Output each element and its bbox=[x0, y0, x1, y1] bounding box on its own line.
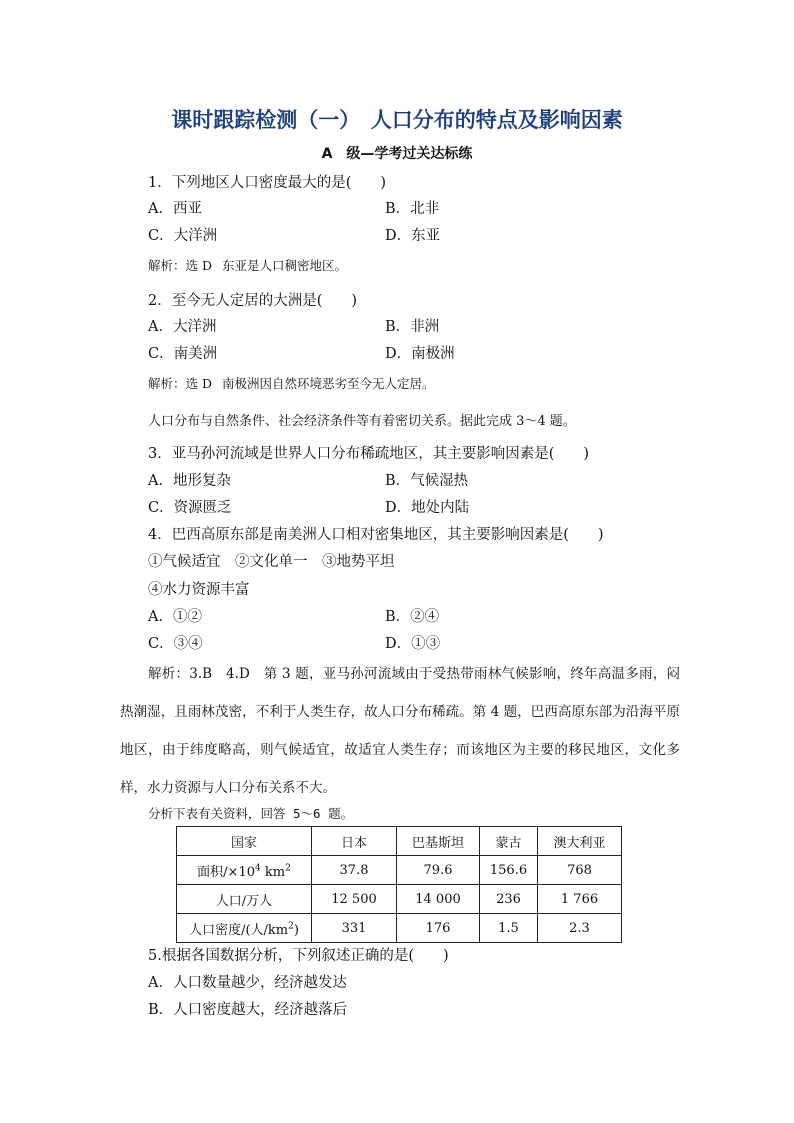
table-cell: 1 766 bbox=[538, 885, 622, 914]
area-label-text: 面积/×10 bbox=[197, 864, 255, 880]
q1-option-a: A．西亚 bbox=[148, 201, 202, 217]
table-header-cell: 巴基斯坦 bbox=[397, 827, 480, 856]
q3-option-c: C．资源匮乏 bbox=[148, 500, 232, 516]
q1-analysis-key: 解析：选 D bbox=[148, 258, 212, 273]
area-label-unit-exp: 2 bbox=[285, 863, 291, 874]
table-note: 分析下表有关资料，回答 5～6 题。 bbox=[148, 806, 354, 821]
q5-option-b: B．人口密度越大，经济越落后 bbox=[148, 1002, 348, 1018]
density-label-close: ) bbox=[293, 922, 299, 938]
question-4-stem: 4．巴西高原东部是南美洲人口相对密集地区，其主要影响因素是( ) bbox=[148, 527, 604, 543]
table-cell: 14 000 bbox=[397, 885, 480, 914]
table-cell: 2.3 bbox=[538, 914, 622, 943]
table-header-cell: 蒙古 bbox=[480, 827, 538, 856]
area-row-label bbox=[177, 856, 312, 885]
table-cell: 236 bbox=[480, 885, 538, 914]
analysis-3-4: 解析：3.B 4.D 第 3 题，亚马孙河流域由于受热带雨林气候影响，终年高温多雨，闷热潮湿，且雨林茂密，不利于人类生存，故人口分布稀疏。第 4 题，巴西高原东部为沿海平原地区，由于纬度略高，则气候适宜，故适宜人类生存；而该地区为主要的移民地区，文化多样，水力资源与人口分布关系不大。 bbox=[120, 666, 680, 796]
q4-factors-line-1: ①气候适宜 ②文化单一 ③地势平坦 bbox=[148, 554, 395, 570]
table-row-population bbox=[177, 885, 622, 914]
table-header-cell: 澳大利亚 bbox=[538, 827, 622, 856]
table-row-area bbox=[177, 856, 622, 885]
table-cell: 156.6 bbox=[480, 856, 538, 885]
q1-option-b: B．北非 bbox=[385, 201, 440, 217]
intro-3-4: 人口分布与自然条件、社会经济条件等有着密切关系。据此完成 3～4 题。 bbox=[148, 414, 576, 429]
area-label-unit: km bbox=[260, 864, 286, 880]
table-header-row bbox=[177, 827, 622, 856]
area-label-exp: 4 bbox=[255, 863, 261, 874]
q4-option-d: D．①③ bbox=[385, 636, 441, 652]
q1-option-d: D．东亚 bbox=[385, 228, 441, 244]
country-data-table bbox=[176, 826, 622, 943]
q2-option-a: A．大洋洲 bbox=[148, 319, 217, 335]
table-cell: 37.8 bbox=[312, 856, 397, 885]
table-cell: 176 bbox=[397, 914, 480, 943]
table-cell: 331 bbox=[312, 914, 397, 943]
density-label-exp: 2 bbox=[288, 921, 294, 932]
table-header-cell: 国家 bbox=[177, 827, 312, 856]
q4-option-a: A．①② bbox=[148, 609, 202, 625]
q4-option-b: B．②④ bbox=[385, 609, 440, 625]
section-subtitle: A 级—学考过关达标练 bbox=[321, 146, 473, 162]
question-1-stem: 1．下列地区人口密度最大的是( ) bbox=[148, 175, 387, 191]
question-3-stem: 3．亚马孙河流域是世界人口分布稀疏地区，其主要影响因素是( ) bbox=[148, 446, 590, 462]
table-cell: 768 bbox=[538, 856, 622, 885]
q2-option-d: D．南极洲 bbox=[385, 346, 455, 362]
question-5-stem: 5.根据各国数据分析，下列叙述正确的是( ) bbox=[148, 948, 449, 964]
q2-option-b: B．非洲 bbox=[385, 319, 440, 335]
table-row-density bbox=[177, 914, 622, 943]
q2-analysis bbox=[148, 374, 435, 392]
q2-option-c: C．南美洲 bbox=[148, 346, 218, 362]
page-title: 课时跟踪检测（一） 人口分布的特点及影响因素 bbox=[171, 108, 623, 132]
q4-option-c: C．③④ bbox=[148, 636, 203, 652]
population-row-label: 人口/万人 bbox=[177, 885, 312, 914]
q3-option-b: B．气候湿热 bbox=[385, 473, 469, 489]
q2-analysis-key: 解析：选 D bbox=[148, 376, 212, 391]
table-cell: 1.5 bbox=[480, 914, 538, 943]
q2-analysis-text: 南极洲因自然环境恶劣至今无人定居。 bbox=[222, 376, 435, 391]
table-cell: 79.6 bbox=[397, 856, 480, 885]
q1-analysis bbox=[148, 256, 347, 274]
table-header-cell: 日本 bbox=[312, 827, 397, 856]
q1-option-c: C．大洋洲 bbox=[148, 228, 218, 244]
q5-option-a: A．人口数量越少，经济越发达 bbox=[148, 975, 347, 991]
q1-analysis-text: 东亚是人口稠密地区。 bbox=[222, 258, 348, 273]
q4-factors-line-2: ④水力资源丰富 bbox=[148, 582, 250, 598]
question-2-stem: 2．至今无人定居的大洲是( ) bbox=[148, 293, 358, 309]
table-cell: 12 500 bbox=[312, 885, 397, 914]
q3-option-d: D．地处内陆 bbox=[385, 500, 470, 516]
density-row-label bbox=[177, 914, 312, 943]
density-label-text: 人口密度/(人/km bbox=[189, 922, 289, 938]
q3-option-a: A．地形复杂 bbox=[148, 473, 231, 489]
